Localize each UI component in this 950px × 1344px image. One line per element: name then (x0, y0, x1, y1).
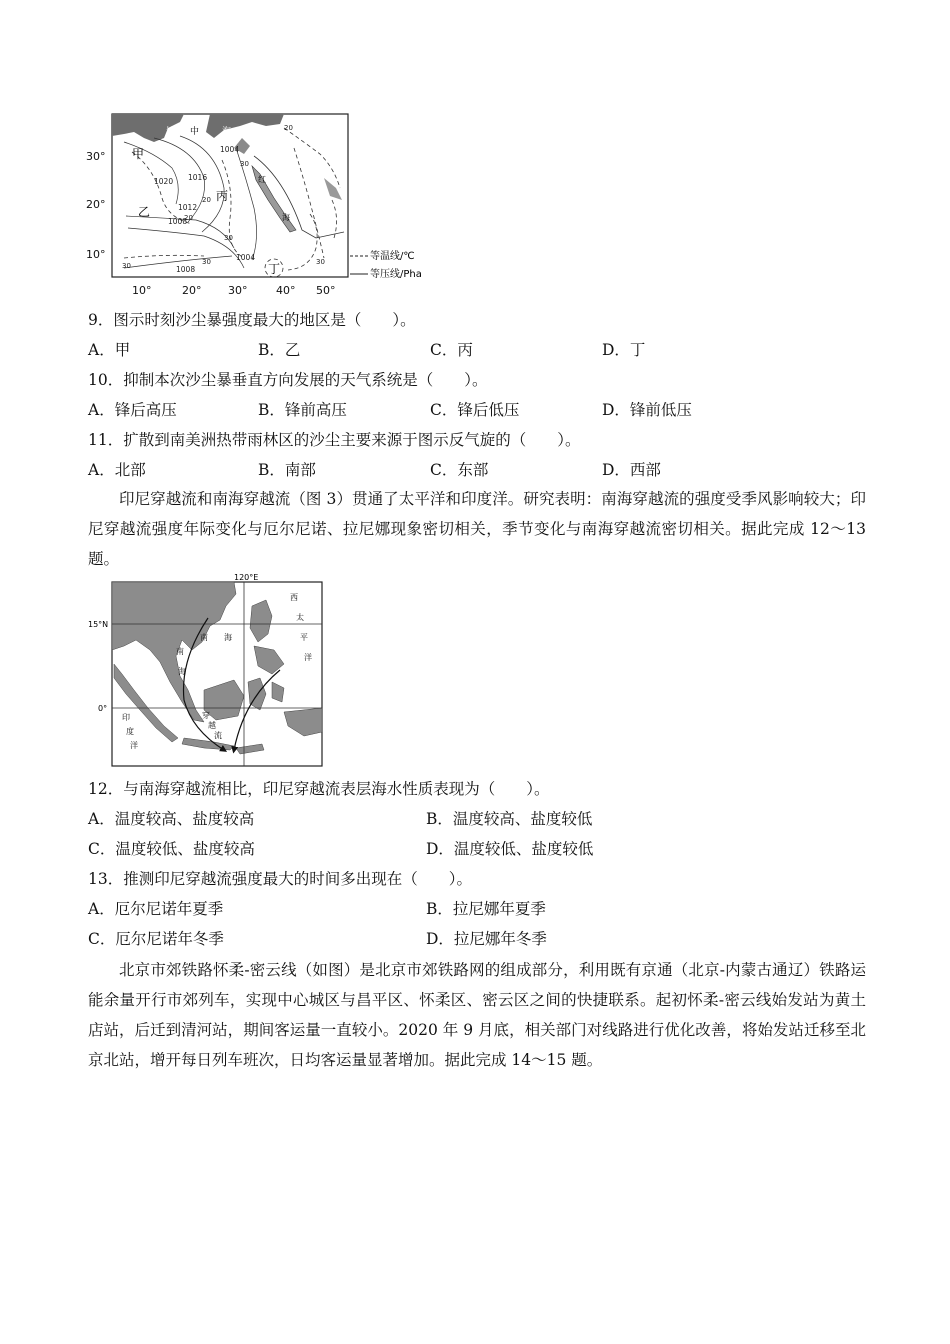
flow-label-1: 穿 (202, 711, 210, 720)
flow-label-3: 流 (214, 731, 222, 740)
q13-option-a: A．厄尔尼诺年夏季 (88, 900, 224, 918)
pacific-label-4: 洋 (304, 653, 312, 662)
pacific-label-2: 太 (296, 613, 304, 622)
isotherm-30-e: 30 (316, 258, 325, 266)
q10-option-b: B．锋前高压 (258, 401, 347, 419)
indian-label-1: 印 (122, 713, 130, 722)
question-10: 10．抑制本次沙尘暴垂直方向发展的天气系统是（ ）。 (88, 371, 488, 389)
lat-10: 10° (86, 248, 106, 261)
lon-40: 40° (276, 284, 296, 297)
q10-option-a: A．锋后高压 (88, 401, 177, 419)
q13-option-c: C．厄尔尼诺年冬季 (88, 930, 224, 948)
q13-option-d: D．拉尼娜年冬季 (426, 930, 547, 948)
lon-50: 50° (316, 284, 336, 297)
q10-option-c: C．锋后低压 (430, 401, 520, 419)
throughflow-map (84, 570, 328, 770)
isobar-1008-south: 1008 (176, 265, 196, 274)
isobar-1004-north: 1004 (220, 145, 240, 154)
isotherm-30-c: 30 (122, 262, 131, 270)
flow-label-2: 越 (208, 721, 216, 730)
legend-isobar-label: 等压线/Pha (370, 269, 422, 280)
question-13: 13．推测印尼穿越流强度最大的时间多出现在（ ）。 (88, 870, 472, 888)
indian-label-3: 洋 (130, 741, 138, 750)
lon-120e: 120°E (234, 573, 259, 582)
isotherm-30-d: 30 (202, 258, 211, 266)
lat-0: 0° (98, 704, 108, 713)
q9-option-a: A．甲 (88, 341, 131, 359)
lon-20: 20° (182, 284, 202, 297)
isobar-1008: 1008 (168, 217, 188, 226)
indian-label-2: 度 (126, 727, 134, 736)
lat-15n: 15°N (88, 620, 109, 629)
question-12: 12．与南海穿越流相比，印尼穿越流表层海水性质表现为（ ）。 (88, 780, 550, 798)
q11-option-a: A．北部 (88, 461, 146, 479)
red-sea-label-2: 海 (282, 213, 290, 222)
isobar-1012: 1012 (178, 203, 198, 212)
scs-label-2: 海 (224, 633, 232, 642)
passage-throughflow: 印尼穿越流和南海穿越流（图 3）贯通了太平洋和印度洋。研究表明：南海穿越流的强度受季风影响较大；印尼穿越流强度年际变化与厄尔尼诺、拉尼娜现象密切相关，季节变化与南海穿越流密切相关。据此完成 12～13 题。 (88, 490, 866, 568)
q12-option-a: A．温度较高、盐度较高 (88, 810, 255, 828)
lat-30: 30° (86, 150, 106, 163)
q11-option-b: B．南部 (258, 461, 316, 479)
region-jia: 甲 (132, 147, 145, 161)
isotherm-20-c: 20 (184, 214, 193, 222)
q9-option-b: B．乙 (258, 341, 301, 359)
scs-label-1: 南 (200, 633, 208, 642)
red-sea-label-1: 红 (258, 175, 266, 184)
q12-option-c: C．温度较低、盐度较高 (88, 840, 255, 858)
pacific-label-1: 西 (290, 593, 298, 602)
question-9: 9．图示时刻沙尘暴强度最大的地区是（ ）。 (88, 311, 416, 329)
sea-label-3: 海 (222, 127, 232, 137)
region-ding: 丁 (268, 262, 281, 276)
pacific-label-3: 平 (300, 633, 308, 642)
region-yi: 乙 (138, 205, 151, 219)
q11-option-c: C．东部 (430, 461, 489, 479)
isotherm-30-b: 30 (224, 234, 233, 242)
isobar-1004-south: 1004 (236, 253, 256, 262)
sea-label-2: 中 (190, 127, 200, 137)
scs-flow-label-1: 南 (176, 647, 184, 656)
sea-label-1: 地 (166, 127, 176, 137)
isotherm-30-a: 30 (240, 160, 249, 168)
isobar-1016: 1016 (188, 173, 208, 182)
q9-option-c: C．丙 (430, 341, 473, 359)
q13-option-b: B．拉尼娜年夏季 (426, 900, 546, 918)
dust-storm-map (84, 108, 464, 300)
lon-10: 10° (132, 284, 152, 297)
lon-30: 30° (228, 284, 248, 297)
passage-railway: 北京市郊铁路怀柔-密云线（如图）是北京市郊铁路网的组成部分，利用既有京通（北京-内蒙古通辽）铁路运能余量开行市郊列车，实现中心城区与昌平区、怀柔区、密云区之间的快捷联系。起初怀柔-密云线始发站为黄土店站，后迁到清河站，期间客运量一直较小。2020 年 9 月底，相关部门对线路进行优化改善，将始发站迁移至北京北站，增开每日列车班次，日均客运量显著增加。据此完成 14～15 题。 (88, 961, 866, 1069)
q9-option-d: D．丁 (602, 341, 646, 359)
question-11: 11．扩散到南美洲热带雨林区的沙尘主要来源于图示反气旋的（ ）。 (88, 431, 581, 449)
legend-isotherm-label: 等温线/℃ (370, 251, 415, 262)
lat-20: 20° (86, 198, 106, 211)
q12-option-d: D．温度较低、盐度较低 (426, 840, 594, 858)
q12-option-b: B．温度较高、盐度较低 (426, 810, 593, 828)
isobar-1020: 1020 (154, 177, 174, 186)
isotherm-20-b: 20 (202, 196, 211, 204)
q11-option-d: D．西部 (602, 461, 661, 479)
scs-flow-label-2: 海 (178, 667, 186, 676)
region-bing: 丙 (216, 189, 229, 203)
isotherm-20-a: 20 (284, 124, 293, 132)
q10-option-d: D．锋前低压 (602, 401, 692, 419)
